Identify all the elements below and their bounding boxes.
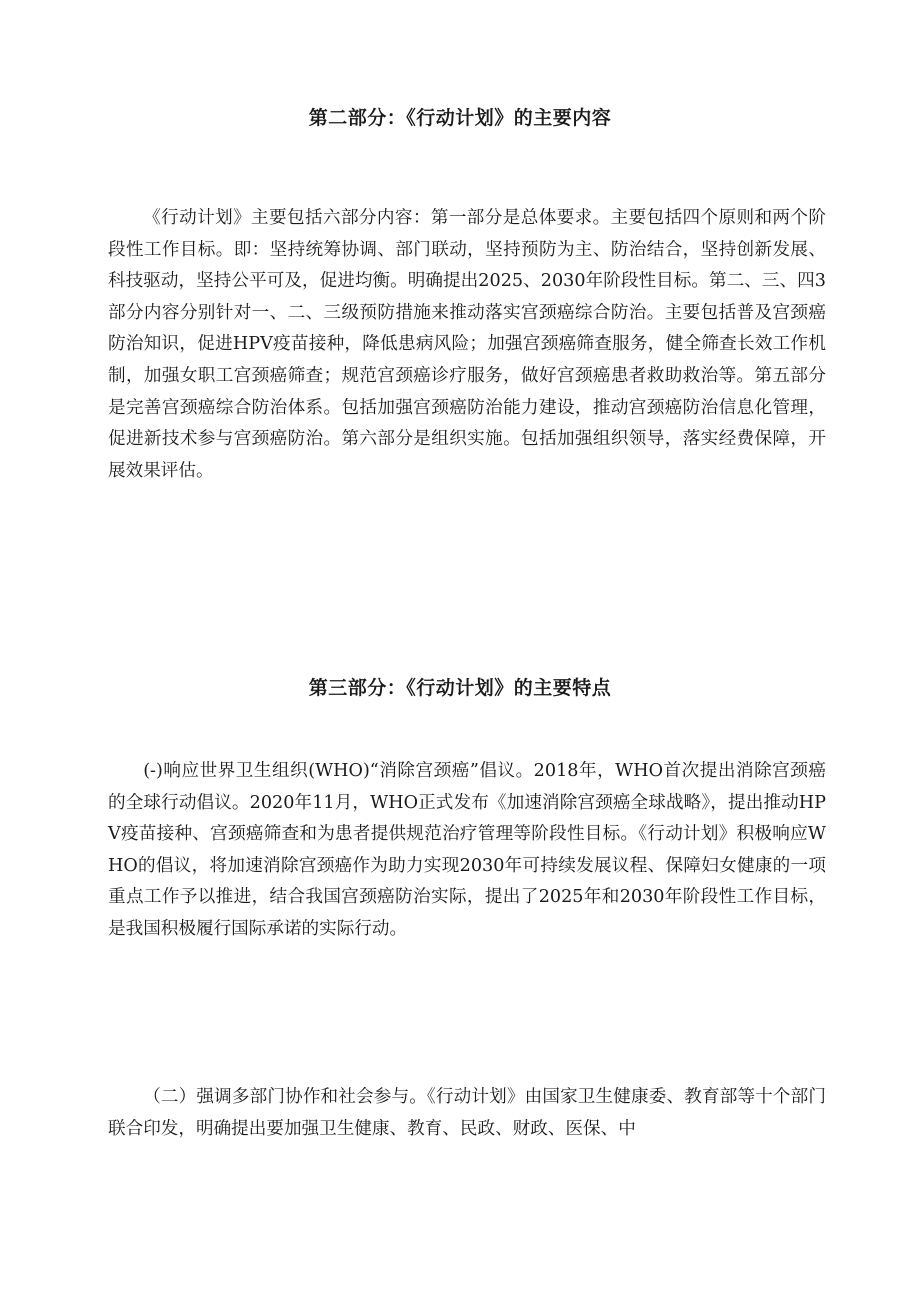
- section-3-paragraph-2: （二）强调多部门协作和社会参与。《行动计划》由国家卫生健康委、教育部等十个部门联合印发，明确提出要加强卫生健康、教育、民政、财政、医保、中: [108, 1087, 826, 1139]
- section-3-heading: 第三部分：《行动计划》的主要特点: [308, 677, 612, 699]
- section-2-heading: 第二部分：《行动计划》的主要内容: [308, 107, 612, 129]
- section-3-paragraph-1: (-)响应世界卫生组织(WHO)“消除宫颈癌”倡议。2018年，WHO首次提出消除宫颈癌的全球行动倡议。2020年11月，WHO正式发布《加速消除宫颈癌全球战略》，提出推动HPV疫苗接种、宫颈癌筛查和为患者提供规范治疗管理等阶段性目标。《行动计划》积极响应WHO的倡议，将加速消除宫颈癌作为助力实现2030年可持续发展议程、保障妇女健康的一项重点工作予以推进，结合我国宫颈癌防治实际，提出了2025年和2030年阶段性工作目标，是我国积极履行国际承诺的实际行动。: [108, 761, 826, 939]
- section-2-paragraph: 《行动计划》主要包括六部分内容：第一部分是总体要求。主要包括四个原则和两个阶段性工作目标。即：坚持统筹协调、部门联动，坚持预防为主、防治结合，坚持创新发展、科技驱动，坚持公平可及，促进均衡。明确提出2025、2030年阶段性目标。第二、三、四3部分内容分别针对一、二、三级预防措施来推动落实宫颈癌综合防治。主要包括普及宫颈癌防治知识，促进HPV疫苗接种，降低患病风险；加强宫颈癌筛查服务，健全筛查长效工作机制，加强女职工宫颈癌筛查；规范宫颈癌诊疗服务，做好宫颈癌患者救助救治等。第五部分是完善宫颈癌综合防治体系。包括加强宫颈癌防治能力建设，推动宫颈癌防治信息化管理，促进新技术参与宫颈癌防治。第六部分是组织实施。包括加强组织领导，落实经费保障，开展效果评估。: [108, 208, 826, 481]
